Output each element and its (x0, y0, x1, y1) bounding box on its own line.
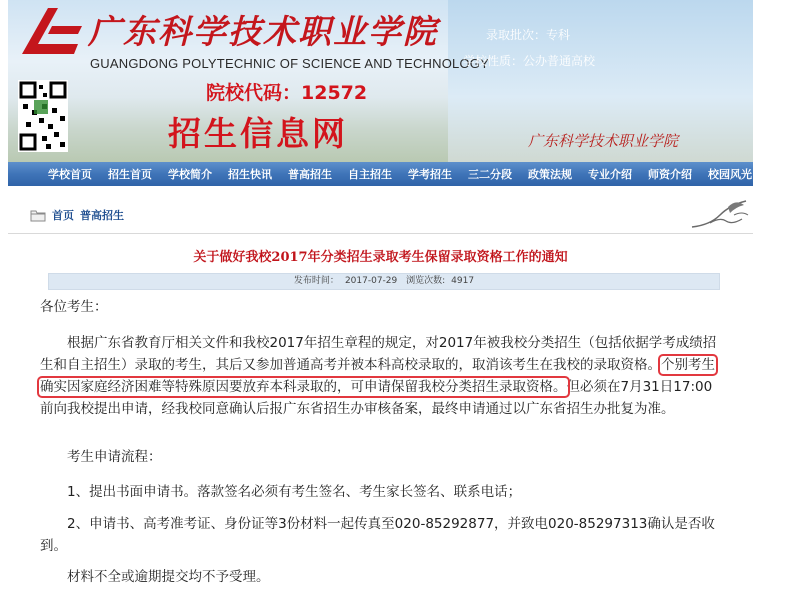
paragraph-text: 根据广东省教育厅相关文件和我校2017年招生章程的规定，对2017年被我校分类招生（包括依据学考成绩招生和自主招生）录取的考生，其后又参加普通高考并被本科高校录取的，取消该考生在我校的录取资格。 (40, 335, 717, 373)
breadcrumb-home[interactable]: 首页 (52, 209, 74, 222)
nav-general-admission[interactable]: 普高招生 (288, 168, 332, 181)
view-count: 4917 (451, 276, 475, 286)
site-title: 招生信息网 (168, 114, 348, 153)
nav-academic-test-admission[interactable]: 学考招生 (408, 168, 452, 181)
nav-admissions-home[interactable]: 招生首页 (108, 168, 152, 181)
article-meta (48, 273, 720, 290)
highlighted-text: 个别考生确实因家庭经济困难等特殊原因要放弃本科录取的，可申请保留我校分类招生录取资格。 (40, 357, 715, 395)
breadcrumb-current[interactable]: 普高招生 (80, 209, 124, 222)
nav-school-intro[interactable]: 学校简介 (168, 168, 212, 181)
nav-faculty[interactable]: 师资介绍 (648, 168, 692, 181)
header-banner (8, 0, 753, 162)
publish-date: 2017-07-29 (344, 276, 398, 286)
school-name-english: GUANGDONG POLYTECHNIC OF SCIENCE AND TECHNOLOGY (90, 56, 489, 71)
paragraph-text: 但必须在7月31日17:00前向我校提出申请，经我校同意确认后报广东省招生办审核备案，最终申请通过以广东省招生办批复为准。 (40, 379, 713, 417)
nav-majors[interactable]: 专业介绍 (588, 168, 632, 181)
article-paragraph (40, 332, 720, 420)
article-title: 关于做好我校2017年分类招生录取考生保留录取资格工作的通知 (193, 250, 568, 265)
school-logo-icon (18, 4, 86, 60)
nav-independent-admission[interactable]: 自主招生 (348, 168, 392, 181)
folder-icon (30, 208, 46, 222)
view-count-label: 浏览次数: (406, 276, 446, 286)
nav-admission-news[interactable]: 招生快讯 (228, 168, 272, 181)
greeting: 各位考生： (40, 299, 108, 315)
main-navigation (8, 162, 753, 186)
process-step-2: 2、申请书、高考准考证、身份证等3份材料一起传真至020-85292877，并致电020-85297313确认是否收到。 (40, 516, 715, 554)
breadcrumb (52, 207, 130, 223)
school-name-chinese: 广东科学技术职业学院 (88, 12, 438, 51)
publish-date-label: 发布时间： (293, 276, 339, 286)
nav-campus-scenery[interactable]: 校园风光 (708, 168, 752, 181)
breadcrumb-bar (8, 195, 753, 234)
process-heading: 考生申请流程： (67, 449, 162, 465)
closing-note: 材料不全或逾期提交均不予受理。 (67, 569, 270, 585)
nav-three-two-program[interactable]: 三二分段 (468, 168, 512, 181)
nav-school-home[interactable]: 学校首页 (48, 168, 92, 181)
calligraphy-inscription: 广东科学技术职业学院 (528, 132, 679, 150)
school-code: 院校代码：12572 (206, 82, 368, 104)
admission-batch: 录取批次：专科 (486, 28, 571, 42)
nav-policies[interactable]: 政策法规 (528, 168, 572, 181)
decorative-swirl-icon (690, 197, 750, 231)
process-step-1: 1、提出书面申请书。落款签名必须有考生签名、考生家长签名、联系电话； (67, 484, 522, 500)
qr-code-icon (18, 80, 68, 152)
school-type: 学校性质：公办普通高校 (463, 54, 596, 68)
